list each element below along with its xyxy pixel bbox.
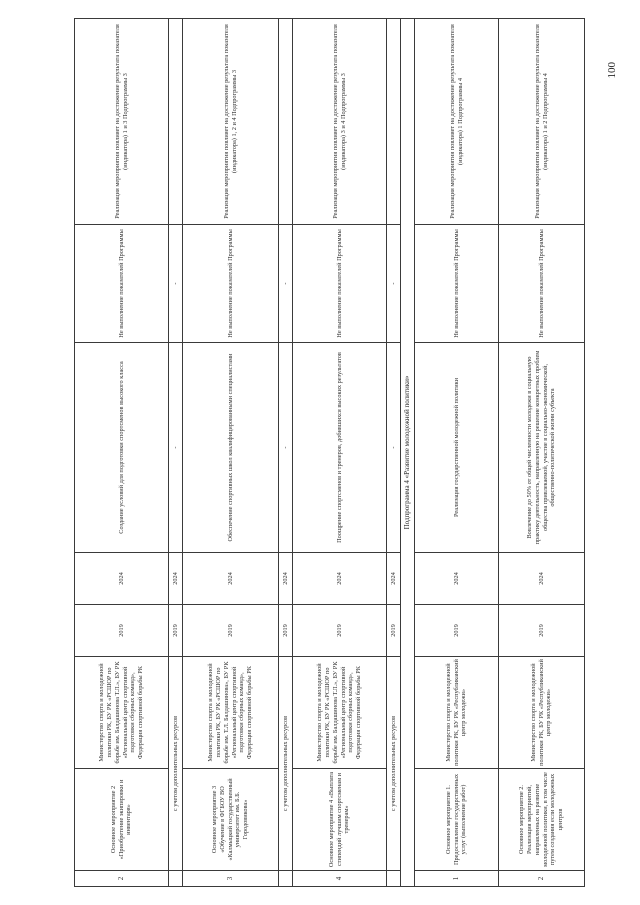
- row-number-cell: 1: [415, 871, 499, 887]
- result-cell: Создание условий для подготовки спортсменов высокого класса: [75, 343, 169, 553]
- table-row: [183, 19, 279, 887]
- consequences-cell: -: [279, 225, 293, 343]
- end-year-cell: 2024: [499, 553, 585, 605]
- link-cell: Реализация мероприятия повлияет на достижение результата показателя (индикатора) 1, 2 и 4 Подпрограммы 3: [183, 19, 279, 225]
- end-year-cell: 2024: [169, 553, 183, 605]
- event-cell: Основное мероприятие 2. Реализация мероприятий, направленных на развитие молодежной политики, в том числе путем создания если молодежных центров: [499, 769, 585, 871]
- executor-cell: Министерство спорта и молодежной политики РК, БУ РК «РСШОР по борьбе им. Т.Л. Балдашинова», БУ РК «Региональный центр спортивной подготовки сборных команд», Федерация спортивной борьбы РК: [183, 657, 279, 769]
- row-number-cell: 2: [499, 871, 585, 887]
- consequences-cell: -: [387, 225, 401, 343]
- row-number-cell: 4: [293, 871, 387, 887]
- page-number: 100: [606, 62, 618, 79]
- table-row: [499, 19, 585, 887]
- end-year-cell: 2024: [279, 553, 293, 605]
- link-cell: [279, 19, 293, 225]
- result-cell: -: [387, 343, 401, 553]
- link-cell: Реализация мероприятия повлияет на достижение результата показателя (индикатора) 3 и 4 Подпрограммы 3: [293, 19, 387, 225]
- executor-cell: Министерство спорта и молодежной политики РК, БУ РК «РСШОР по борьбе им. Балдашинова Т.Л.», БУ РК «Региональный центр спортивной подготовки сборных команд», Федерация спортивной борьбы РК: [293, 657, 387, 769]
- start-year-cell: 2019: [279, 605, 293, 657]
- start-year-cell: 2019: [183, 605, 279, 657]
- start-year-cell: 2019: [293, 605, 387, 657]
- executor-cell: Министерство спорта и молодежной политики РК, БУ РК «Республиканский центр молодежи»: [499, 657, 585, 769]
- row-number-cell: [169, 871, 183, 887]
- executor-cell: Министерство спорта и молодежной политики РК, БУ РК «Республиканский центр молодежи»: [415, 657, 499, 769]
- link-cell: [387, 19, 401, 225]
- start-year-cell: 2019: [169, 605, 183, 657]
- subprogram-row: [401, 19, 415, 887]
- consequences-cell: Не выполнение показателей Программы: [499, 225, 585, 343]
- executor-cell: Министерство спорта и молодежной политики РК, БУ РК «РСШОР по борьбе им. Балдашинова Т.Л.», БУ РК «Региональный центр спортивной подготовки сборных команд», Федерация спортивной борьбы РК: [75, 657, 169, 769]
- start-year-cell: 2019: [387, 605, 401, 657]
- event-cell: Основное мероприятие 4 «Выплата стипендий лучшим спортсменам и тренерам»: [293, 769, 387, 871]
- link-cell: Реализация мероприятия повлияет на достижение результата показателя (индикатора) 1 Подпрограммы 4: [415, 19, 499, 225]
- end-year-cell: 2024: [387, 553, 401, 605]
- start-year-cell: 2019: [415, 605, 499, 657]
- table-row: [169, 19, 183, 887]
- subprogram-title: Подпрограмма 4 «Развитие молодежной политики»: [401, 19, 415, 887]
- event-cell: с учетом дополнительных ресурсов: [279, 657, 293, 871]
- row-number-cell: [387, 871, 401, 887]
- event-cell: Основное мероприятие 2 «Приобретение экипировки и инвентаря»: [75, 769, 169, 871]
- events-table: [74, 18, 585, 887]
- end-year-cell: 2024: [183, 553, 279, 605]
- start-year-cell: 2019: [499, 605, 585, 657]
- result-cell: Обеспечение спортивных школ квалифицированными специалистами: [183, 343, 279, 553]
- consequences-cell: Не выполнение показателей Программы: [183, 225, 279, 343]
- table-row: [293, 19, 387, 887]
- row-number-cell: 2: [75, 871, 169, 887]
- result-cell: Вовлечение до 50% от общей численности молодежи в социальную практику деятельность, направленную на решение конкретных проблем общества привлекаемой, участие в социально-экономической, общественно-политической жизни субъекта: [499, 343, 585, 553]
- row-number-cell: 3: [183, 871, 279, 887]
- table-row: [75, 19, 169, 887]
- start-year-cell: 2019: [75, 605, 169, 657]
- table-row: [387, 19, 401, 887]
- result-cell: -: [279, 343, 293, 553]
- link-cell: [169, 19, 183, 225]
- event-cell: Основное мероприятие 1. Предоставление государственных услуг (выполнение работ): [415, 769, 499, 871]
- event-cell: с учетом дополнительных ресурсов: [387, 657, 401, 871]
- end-year-cell: 2024: [75, 553, 169, 605]
- consequences-cell: Не выполнение показателей Программы: [415, 225, 499, 343]
- result-cell: Реализация государственной молодежной политики: [415, 343, 499, 553]
- end-year-cell: 2024: [293, 553, 387, 605]
- link-cell: Реализация мероприятия повлияет на достижение результата показателя (индикатора) 1 и 3 Подпрограммы 3: [75, 19, 169, 225]
- link-cell: Реализация мероприятия повлияет на достижение результата показателя (индикатора) 1 и 2 Подпрограммы 4: [499, 19, 585, 225]
- table-row: [279, 19, 293, 887]
- end-year-cell: 2024: [415, 553, 499, 605]
- row-number-cell: [279, 871, 293, 887]
- event-cell: с учетом дополнительных ресурсов: [169, 657, 183, 871]
- result-cell: Поощрение спортсменов и тренеров, добившихся высоких результатов: [293, 343, 387, 553]
- consequences-cell: Не выполнение показателей Программы: [75, 225, 169, 343]
- table-row: [415, 19, 499, 887]
- consequences-cell: -: [169, 225, 183, 343]
- event-cell: Основное мероприятие 3 «Обучение в ФГБОУ ВО «Калмыцкий государственный университет им. Б.Б. Городовикова»: [183, 769, 279, 871]
- consequences-cell: Не выполнение показателей Программы: [293, 225, 387, 343]
- result-cell: -: [169, 343, 183, 553]
